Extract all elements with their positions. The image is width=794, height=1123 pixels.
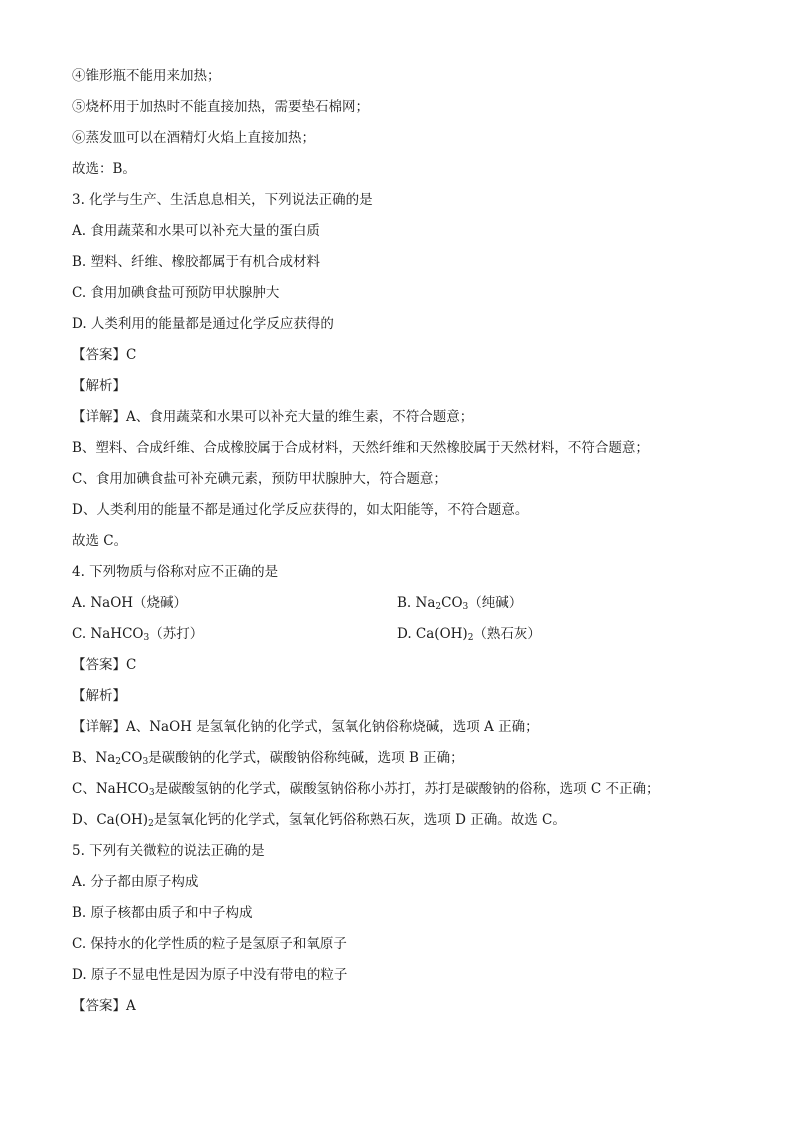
q4-option-d: D. $Ca(OH)_2$（熟石灰） (397, 626, 541, 643)
detail-line: D、人类利用的能量不都是通过化学反应获得的，如太阳能等，不符合题意。 (72, 502, 529, 518)
question-4-stem: 4. 下列物质与俗称对应不正确的是 (72, 564, 279, 580)
option-b: B. 原子核都由质子和中子构成 (72, 905, 253, 921)
q4-option-c: C. NaHCO$_3$（苏打） (72, 626, 204, 643)
option-a: A. 食用蔬菜和水果可以补充大量的蛋白质 (72, 223, 320, 239)
option-c: C. 食用加碘食盐可预防甲状腺肿大 (72, 285, 280, 301)
detail-line: 【详解】A、食用蔬菜和水果可以补充大量的维生素，不符合题意； (72, 409, 474, 425)
answer-label: 【答案】C (72, 347, 137, 363)
option-c: C. 保持水的化学性质的粒子是氢原子和氧原子 (72, 936, 347, 952)
question-5-stem: 5. 下列有关微粒的说法正确的是 (72, 843, 265, 859)
option-d: D. 人类利用的能量都是通过化学反应获得的 (72, 316, 334, 332)
analysis-label: 【解析】 (72, 688, 126, 704)
analysis-label: 【解析】 (72, 378, 126, 394)
q4-option-a: A. NaOH（烧碱） (72, 595, 188, 611)
text-line: ④锥形瓶不能用来加热； (72, 68, 221, 84)
question-3-stem: 3. 化学与生产、生活息息相关，下列说法正确的是 (72, 192, 373, 208)
option-d: D. 原子不显电性是因为原子中没有带电的粒子 (72, 967, 348, 983)
option-a: A. 分子都由原子构成 (72, 874, 199, 890)
detail-line: B、$Na_2CO_3$是碳酸钠的化学式，碳酸钠俗称纯碱，选项 B 正确； (72, 750, 464, 767)
answer-label: 【答案】A (72, 998, 136, 1014)
detail-line: 【详解】A、NaOH 是氢氧化钠的化学式，氢氧化钠俗称烧碱，选项 A 正确； (72, 719, 539, 735)
text-line: ⑤烧杯用于加热时不能直接加热，需要垫石棉网； (72, 99, 369, 115)
detail-line: C、NaHCO$_3$是碳酸氢钠的化学式，碳酸氢钠俗称小苏打，苏打是碳酸钠的俗称，选项 C 不正确； (72, 781, 660, 798)
detail-line: C、食用加碘食盐可补充碘元素，预防甲状腺肿大，符合题意； (72, 471, 447, 487)
q4-option-b: B. $Na_2CO_3$（纯碱） (397, 595, 523, 612)
detail-line: D、$Ca(OH)_2$是氢氧化钙的化学式，氢氧化钙俗称熟石灰，选项 D 正确。故选 C。 (72, 812, 566, 829)
option-b: B. 塑料、纤维、橡胶都属于有机合成材料 (72, 254, 321, 270)
text-line: 故选：B。 (72, 161, 136, 177)
text-line: ⑥蒸发皿可以在酒精灯火焰上直接加热； (72, 130, 315, 146)
conclusion-line: 故选 C。 (72, 533, 128, 549)
detail-line: B、塑料、合成纤维、合成橡胶属于合成材料，天然纤维和天然橡胶属于天然材料，不符合题意； (72, 440, 649, 456)
answer-label: 【答案】C (72, 657, 137, 673)
